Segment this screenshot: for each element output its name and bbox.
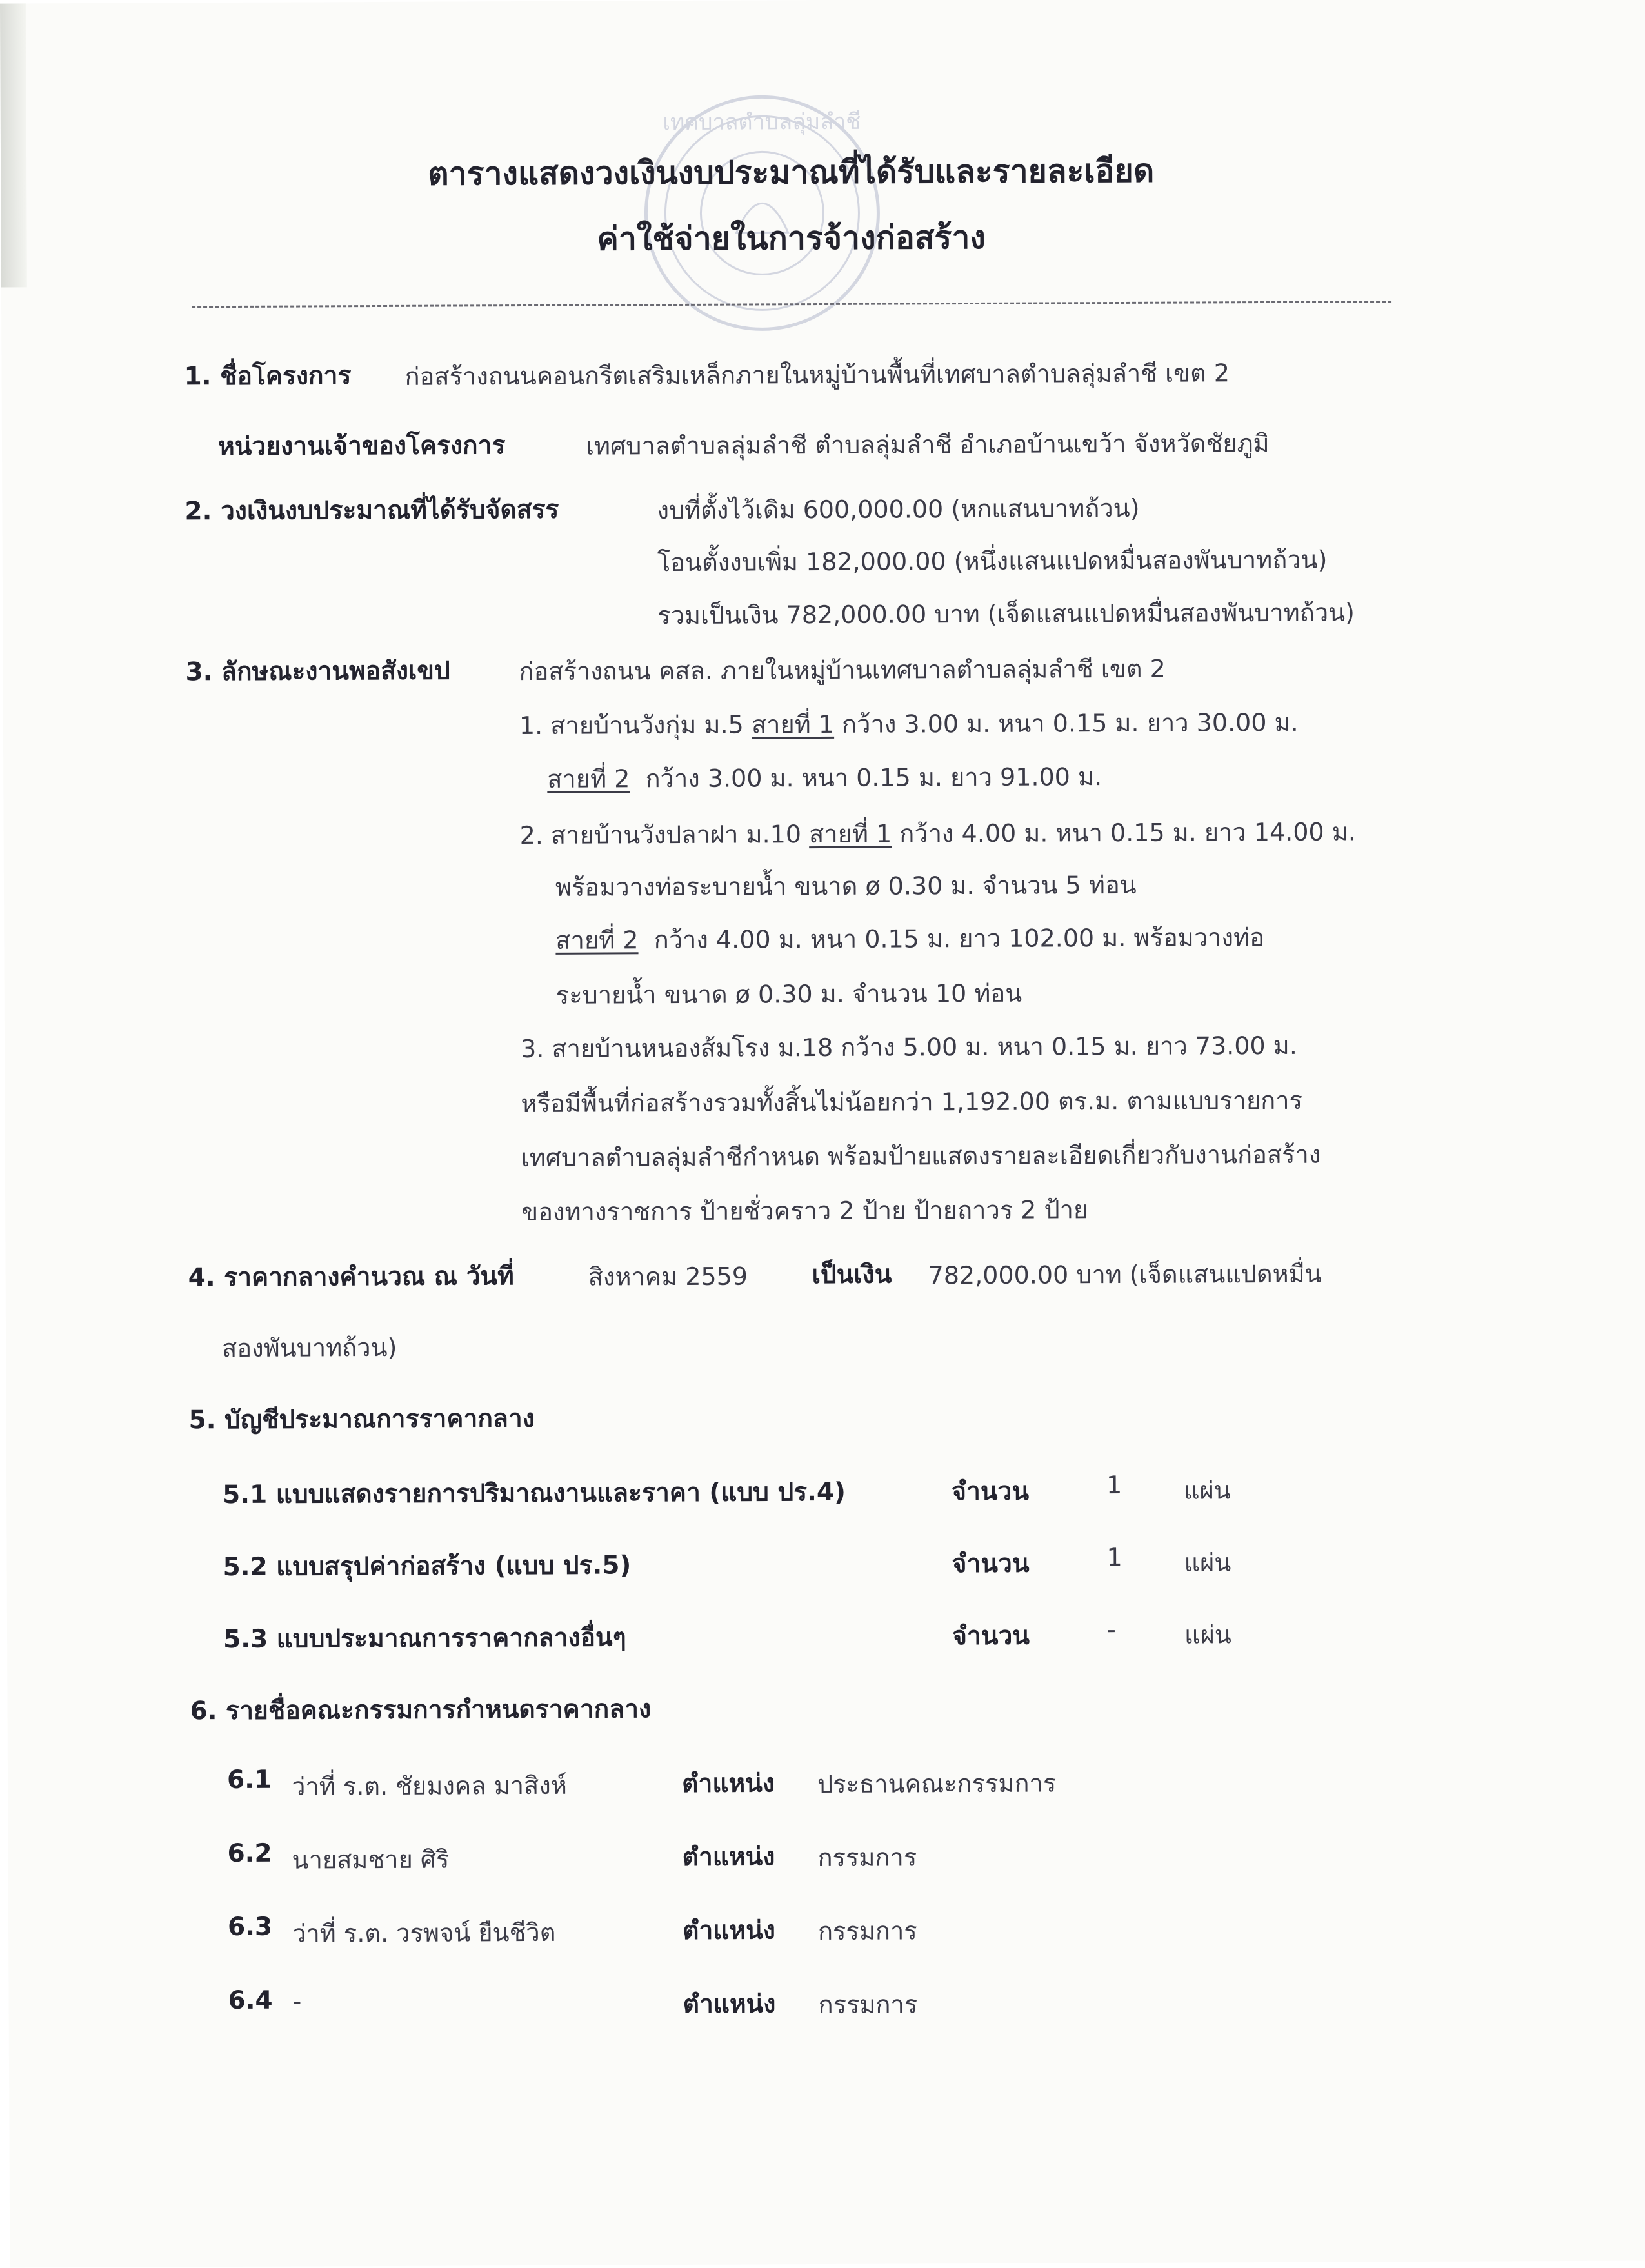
budget-line-transfer: โอนตั้งงบเพิ่ม 182,000.00 (หนึ่งแสนแปดหมื่นสองพันบาทถ้วน) — [657, 545, 1328, 577]
estimate-item-qty: - — [1106, 1615, 1116, 1644]
committee-member-pos-label: ตำแหน่ง — [682, 1916, 775, 1945]
committee-member-no: 6.4 — [228, 1985, 273, 2016]
committee-member-no: 6.1 — [226, 1765, 272, 1795]
committee-member-name: ว่าที่ ร.ต. ชัยมงคล มาสิงห์ — [291, 1771, 567, 1801]
estimate-item-qty-label: จำนวน — [952, 1549, 1030, 1579]
committee-member-name: นายสมชาย ศิริ — [292, 1845, 450, 1875]
median-price-amount-cont: สองพันบาทถ้วน) — [222, 1333, 397, 1363]
road-item-1: 1. สายบ้านวังกุ่ม ม.5 สายที่ 1 กว้าง 3.00 ม. หนา 0.15 ม. ยาว 30.00 ม. — [519, 708, 1299, 741]
estimate-item-name: 5.3 แบบประมาณการราคากลางอื่นๆ — [223, 1623, 626, 1655]
work-summary-line3: ของทางราชการ ป้ายชั่วคราว 2 ป้าย ป้ายถาวร 2 ป้าย — [521, 1195, 1088, 1227]
page-title-line1: ตารางแสดงวงเงินงบประมาณที่ได้รับและรายละเอียด — [427, 152, 1155, 193]
estimate-list-label: 5. บัญชีประมาณการราคากลาง — [188, 1404, 535, 1435]
committee-member-position: กรรมการ — [817, 1916, 917, 1946]
road-item-2-line3: สายที่ 2 กว้าง 4.00 ม. หนา 0.15 ม. ยาว 102.00 ม. พร้อมวางท่อ — [555, 923, 1264, 955]
work-description-intro: ก่อสร้างถนน คสล. ภายในหมู่บ้านเทศบาลตำบลลุ่มลำชี เขต 2 — [519, 654, 1166, 686]
project-owner-label: หน่วยงานเจ้าของโครงการ — [217, 431, 506, 462]
committee-member-name: ว่าที่ ร.ต. วรพจน์ ยืนชีวิต — [292, 1918, 556, 1948]
budget-label: 2. วงเงินงบประมาณที่ได้รับจัดสรร — [184, 495, 559, 526]
committee-member-no: 6.3 — [227, 1912, 273, 1942]
estimate-item-name: 5.2 แบบสรุปค่าก่อสร้าง (แบบ ปร.5) — [223, 1551, 632, 1582]
seal-text: เทศบาลตำบลลุ่มลำชี — [663, 108, 861, 136]
committee-member-name: - — [292, 1987, 302, 2016]
road-item-2: 2. สายบ้านวังปลาฝา ม.10 สายที่ 1 กว้าง 4.00 ม. หนา 0.15 ม. ยาว 14.00 ม. — [519, 817, 1356, 850]
median-price-date: สิงหาคม 2559 — [588, 1262, 748, 1291]
committee-member-pos-label: ตำแหน่ง — [682, 1842, 775, 1872]
estimate-item-qty-label: จำนวน — [952, 1621, 1030, 1651]
project-name-value: ก่อสร้างถนนคอนกรีตเสริมเหล็กภายในหมู่บ้านพื้นที่เทศบาลตำบลลุ่มลำชี เขต 2 — [404, 359, 1230, 391]
estimate-item-name: 5.1 แบบแสดงรายการปริมาณงานและราคา (แบบ ปร.4) — [223, 1477, 846, 1510]
estimate-item-unit: แผ่น — [1184, 1620, 1231, 1649]
committee-member-position: กรรมการ — [817, 1843, 917, 1873]
median-price-amount: 782,000.00 บาท (เจ็ดแสนแปดหมื่น — [928, 1259, 1322, 1290]
committee-member-pos-label: ตำแหน่ง — [681, 1769, 775, 1798]
project-owner-value: เทศบาลตำบลลุ่มลำชี ตำบลลุ่มลำชี อำเภอบ้านเขว้า จังหวัดชัยภูมิ — [585, 428, 1270, 461]
road-item-1-line2: สายที่ 2 กว้าง 3.00 ม. หนา 0.15 ม. ยาว 91.00 ม. — [547, 762, 1102, 793]
estimate-item-qty: 1 — [1106, 1470, 1122, 1500]
estimate-item-qty-label: จำนวน — [951, 1477, 1030, 1507]
work-summary-line1: หรือมีพื้นที่ก่อสร้างรวมทั้งสิ้นไม่น้อยกว่า 1,192.00 ตร.ม. ตามแบบรายการ — [521, 1086, 1303, 1119]
road-item-2-drain: พร้อมวางท่อระบายน้ำ ขนาด ø 0.30 ม. จำนวน 5 ท่อน — [555, 870, 1137, 902]
estimate-item-qty: 1 — [1106, 1542, 1122, 1572]
committee-member-no: 6.2 — [227, 1838, 272, 1869]
work-description-label: 3. ลักษณะงานพอสังเขป — [185, 656, 450, 687]
committee-member-position: ประธานคณะกรรมการ — [817, 1769, 1057, 1799]
project-name-label: 1. ชื่อโครงการ — [184, 361, 352, 392]
median-price-amount-label: เป็นเงิน — [812, 1260, 892, 1290]
road-item-3: 3. สายบ้านหนองส้มโรง ม.18 กว้าง 5.00 ม. หนา 0.15 ม. ยาว 73.00 ม. — [520, 1031, 1297, 1064]
median-price-label: 4. ราคากลางคำนวณ ณ วันที่ — [188, 1262, 514, 1293]
estimate-item-unit: แผ่น — [1183, 1476, 1231, 1505]
committee-label: 6. รายชื่อคณะกรรมการกำหนดราคากลาง — [190, 1695, 652, 1726]
committee-member-position: กรรมการ — [818, 1990, 918, 2020]
budget-line-total: รวมเป็นเงิน 782,000.00 บาท (เจ็ดแสนแปดหมื่นสองพันบาทถ้วน) — [657, 598, 1355, 630]
committee-member-pos-label: ตำแหน่ง — [683, 1989, 776, 2019]
page-title-line2: ค่าใช้จ่ายในการจ้างก่อสร้าง — [597, 218, 986, 258]
budget-line-original: งบที่ตั้งไว้เดิม 600,000.00 (หกแสนบาทถ้วน) — [657, 493, 1140, 525]
work-summary-line2: เทศบาลตำบลลุ่มลำชีกำหนด พร้อมป้ายแสดงรายละเอียดเกี่ยวกับงานก่อสร้าง — [521, 1140, 1321, 1173]
road-item-2-line4: ระบายน้ำ ขนาด ø 0.30 ม. จำนวน 10 ท่อน — [555, 979, 1022, 1010]
estimate-item-unit: แผ่น — [1184, 1548, 1231, 1577]
